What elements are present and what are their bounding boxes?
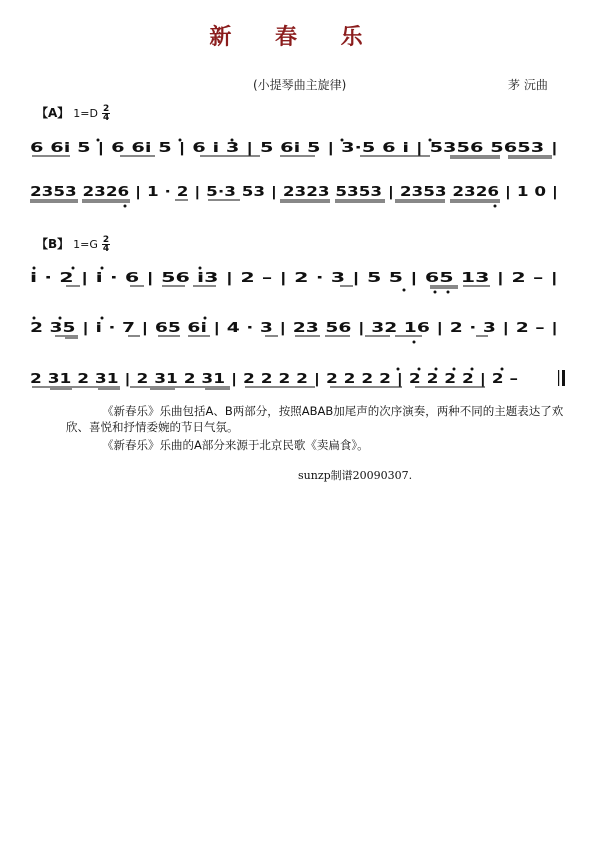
page-title: 新 春 乐	[209, 24, 381, 50]
section-b-header	[36, 235, 110, 253]
notation-row-1-graphic	[30, 138, 570, 162]
subtitle: (小提琴曲主旋律)	[253, 78, 347, 92]
notation-row-4-graphic	[30, 318, 570, 342]
notation-row-1	[30, 138, 570, 162]
notation-row-4	[30, 318, 570, 342]
notation-row-1-text: 6 6i 5 | 6 6i 5 | 6 i 3 | 5 6i 5 | 3·5 6 i | 5356 5653 |	[30, 141, 558, 156]
notation-row-2-text: 2353 2326 | 1 · 2 | 5·3 53 | 2323 5353 | 2353 2326 | 1 0 |	[30, 185, 558, 200]
section-a-label: 【A】	[36, 106, 70, 120]
notation-row-5	[30, 369, 570, 393]
notation-row-2	[30, 182, 570, 206]
description-paragraph-1: 《新春乐》乐曲包括A、B两部分，按照ABAB加尾声的次序演奏，两种不同的主题表达了欢欣、喜悦和抒情委婉的节日气氛。	[66, 404, 564, 434]
notation-row-3-text: i · 2 | i · 6 | 56 i3 | 2 – | 2 · 3 | 5 5 | 65 13 | 2 – |	[30, 271, 558, 286]
notation-row-5-text: 2 31 2 31 | 2 31 2 31 | 2 2 2 2 | 2 2 2 2 | 2 2 2 2 | 2 –	[30, 372, 518, 387]
description-paragraph-2: 《新春乐》乐曲的A部分来源于北京民歌《卖扁食》。	[102, 438, 369, 452]
section-a-header	[36, 104, 110, 122]
section-b-time-signature: $\frac{2}{4}$	[102, 235, 110, 254]
final-barline	[558, 370, 565, 386]
notation-row-4-text: 2 35 | i · 7 | 65 6i | 4 · 3 | 23 56 | 32 16 | 2 · 3 | 2 – |	[30, 321, 558, 336]
section-b-key: 1=G	[73, 238, 98, 251]
composer: 茅 沅曲	[508, 78, 548, 92]
section-a-key: 1=D	[73, 107, 98, 120]
notation-row-5-graphic	[30, 369, 570, 393]
notation-row-2-graphic	[30, 182, 570, 206]
notation-row-3	[30, 268, 570, 292]
notation-row-3-graphic	[30, 268, 570, 292]
section-a-time-signature: $\frac{2}{4}$	[102, 104, 110, 123]
section-b-label: 【B】	[36, 237, 70, 251]
transcription-credit: sunzp制谱20090307.	[298, 469, 413, 482]
